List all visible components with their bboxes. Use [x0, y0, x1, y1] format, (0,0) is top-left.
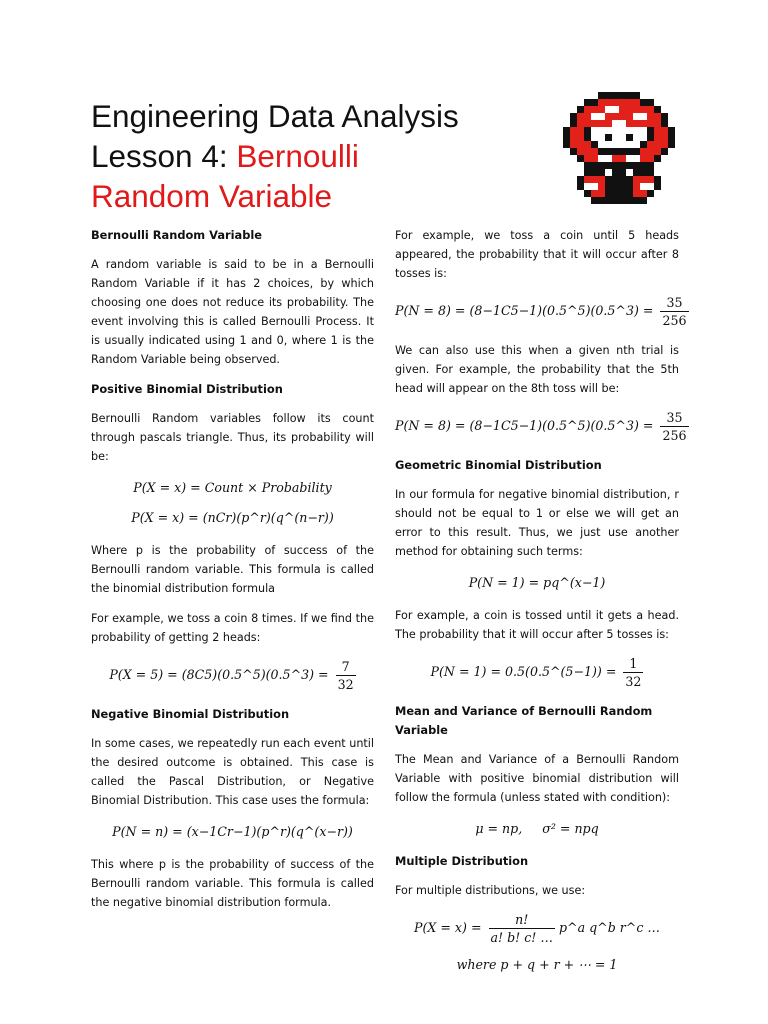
paragraph-nth-trial: We can also use this when a given nth trial is given. For example, the probability that the 5th head will appear on the 8th toss will be:: [395, 344, 679, 395]
equation-example-1: [91, 658, 374, 693]
equation-example-2: [395, 294, 687, 329]
paragraph-example-5-heads: For example, we toss a coin until 5 heads appeared, the probability that it will occur after 8 tosses is:: [395, 229, 679, 280]
paragraph-example-head: For example, a coin is tossed until it gets a head. The probability that it will occur after 5 tosses is:: [395, 609, 679, 641]
fraction-35-256-b: [660, 409, 688, 444]
equation-where-sum: where p + q + r + ⋯ = 1: [456, 957, 618, 972]
heading-geometric-binomial: Geometric Binomial Distribution: [395, 458, 602, 472]
title-line-2: [91, 136, 511, 176]
fraction-numerator: 1: [623, 655, 643, 673]
fraction-denominator: 32: [337, 677, 354, 692]
equation-example-2-lhs: P(N = 8) = (8−1C5−1)(0.5^5)(0.5^3) =: [395, 303, 654, 318]
fraction-numerator: 35: [660, 294, 688, 312]
paragraph-multiple-distribution: For multiple distributions, we use:: [395, 884, 586, 897]
heading-bernoulli-random-variable: Bernoulli Random Variable: [91, 228, 262, 242]
title-lesson-prefix: Lesson 4:: [91, 138, 237, 174]
right-column: [395, 226, 687, 988]
sprite-pixels: [563, 92, 675, 204]
paragraph-binomial-where: Where p is the probability of success of the Bernoulli random variable. This formula is called the binomial distribution formula: [91, 544, 374, 595]
title-bernoulli: Bernoulli: [236, 138, 359, 174]
fraction-denominator: 256: [662, 313, 687, 328]
equation-example-4: [395, 655, 679, 690]
fraction-7-32: [336, 658, 356, 693]
fraction-denominator: a! b! c! …: [490, 930, 553, 945]
paragraph-positive-binomial: Bernoulli Random variables follow its count through pascals triangle. Thus, its probability will be:: [91, 412, 374, 463]
paragraph-mean-variance: The Mean and Variance of a Bernoulli Random Variable with positive binomial distribution will follow the formula (unless stated with condition):: [395, 753, 679, 804]
equation-example-3: [395, 409, 687, 444]
equation-binomial: P(X = x) = (nCr)(p^r)(q^(n−r)): [131, 510, 334, 525]
piranha-plant-sprite-icon: [563, 92, 675, 204]
paragraph-example-coin-8: For example, we toss a coin 8 times. If we find the probability of getting 2 heads:: [91, 612, 374, 644]
equation-negative-binomial: P(N = n) = (x−1Cr−1)(p^r)(q^(x−r)): [112, 824, 353, 839]
fraction-multinomial: [489, 911, 555, 946]
paragraph-negative-where: This where p is the probability of success of the Bernoulli random variable. This formula is called the negative binomial distribution formula.: [91, 858, 374, 909]
fraction-denominator: 32: [625, 674, 642, 689]
left-column: [91, 226, 374, 923]
fraction-denominator: 256: [662, 428, 687, 443]
equation-count-probability: P(X = x) = Count × Probability: [133, 480, 332, 495]
title-line-3: Random Variable: [91, 178, 333, 214]
heading-mean-variance: Mean and Variance of Bernoulli Random Variable: [395, 704, 653, 737]
paragraph-negative-binomial: In some cases, we repeatedly run each event until the desired outcome is obtained. This case is called the Pascal Distribution, or Negative Binomial Distribution. This case uses the formula:: [91, 737, 375, 807]
equation-multinomial: [395, 911, 679, 946]
equation-multinomial-lhs: P(X = x) =: [414, 920, 482, 935]
fraction-numerator: n!: [489, 911, 555, 929]
fraction-numerator: 35: [660, 409, 688, 427]
paragraph-bernoulli-definition: A random variable is said to be in a Bernoulli Random Variable if it has 2 choices, by which choosing one does not reduce its probability. The event involving this is called Bernoulli Process. It is usually indicated using 1 and 0, where 1 is the Random Variable being observed.: [91, 258, 374, 366]
fraction-numerator: 7: [336, 658, 356, 676]
fraction-35-256: [660, 294, 688, 329]
equation-example-3-lhs: P(N = 8) = (8−1C5−1)(0.5^5)(0.5^3) =: [395, 418, 654, 433]
equation-geometric: P(N = 1) = pq^(x−1): [468, 575, 606, 590]
equation-mean-variance: μ = np, σ² = npq: [475, 821, 599, 836]
heading-multiple-distribution: Multiple Distribution: [395, 854, 529, 868]
page-title: [91, 96, 511, 216]
paragraph-geometric: In our formula for negative binomial distribution, r should not be equal to 1 or else we will get an error to this result. Thus, we just use another method for obtaining such terms:: [395, 488, 679, 558]
fraction-1-32: [623, 655, 643, 690]
equation-multinomial-rhs: p^a q^b r^c …: [558, 920, 660, 935]
equation-example-4-lhs: P(N = 1) = 0.5(0.5^(5−1)) =: [430, 664, 617, 679]
heading-positive-binomial: Positive Binomial Distribution: [91, 382, 283, 396]
equation-example-1-lhs: P(X = 5) = (8C5)(0.5^5)(0.5^3) =: [109, 667, 329, 682]
heading-negative-binomial: Negative Binomial Distribution: [91, 707, 290, 721]
title-line-1: Engineering Data Analysis: [91, 98, 459, 134]
